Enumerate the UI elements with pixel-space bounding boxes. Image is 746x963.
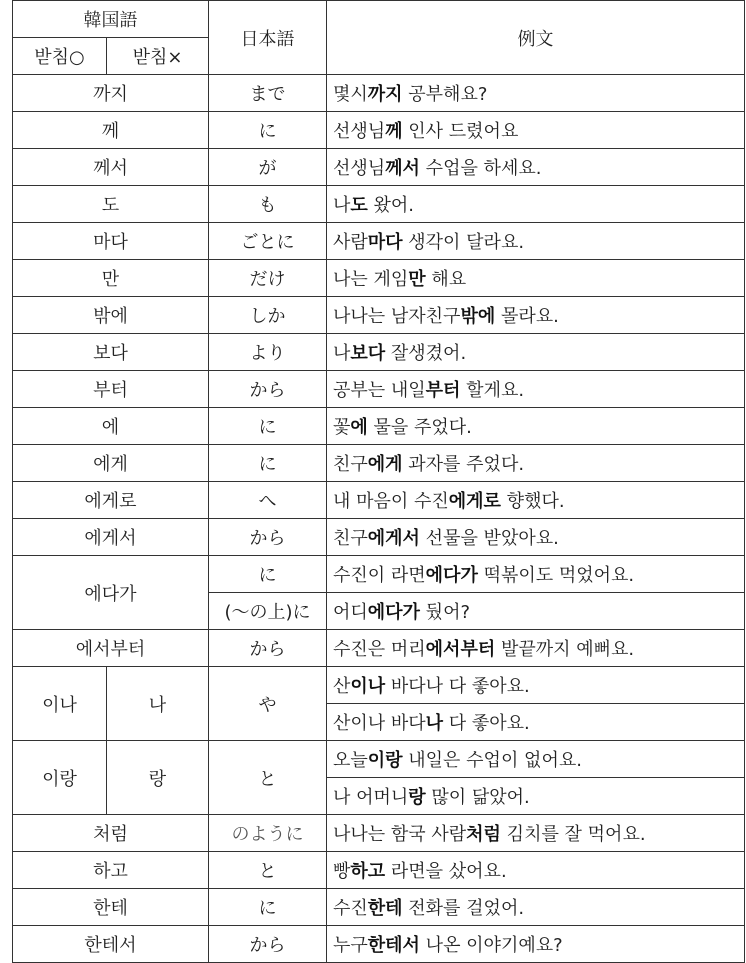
example-text: 해요	[425, 269, 467, 290]
example-text: 몇시	[333, 84, 368, 105]
korean-particle: 께	[13, 112, 209, 149]
header-row-1	[13, 1, 745, 38]
korean-batchim-no: 랑	[107, 741, 209, 815]
particle-table	[12, 0, 745, 963]
korean-particle: 하고	[13, 852, 209, 889]
highlighted-particle: 한테	[367, 898, 403, 919]
korean-particle: 까지	[13, 75, 209, 112]
example-text: 생각이 달라요.	[402, 232, 525, 253]
example-text: 수진이 라면	[333, 565, 426, 586]
table-row	[13, 75, 745, 112]
korean-particle: 한테서	[13, 926, 209, 963]
example-text: 할게요.	[460, 380, 525, 401]
example-sentence	[327, 667, 745, 704]
example-text: 내일은 수업이 없어요.	[402, 750, 582, 771]
example-text: 내 마음이 수진	[333, 491, 449, 512]
table-row	[13, 815, 745, 852]
example-sentence	[327, 556, 745, 593]
example-text: 잘생겼어.	[385, 343, 467, 364]
japanese-meaning: ごとに	[209, 223, 327, 260]
korean-particle: 에다가	[13, 556, 209, 630]
example-text: 어디	[333, 602, 368, 623]
korean-batchim-yes: 이나	[13, 667, 107, 741]
korean-particle: 에게서	[13, 519, 209, 556]
highlighted-particle: 하고	[350, 861, 386, 882]
table-row	[13, 926, 745, 963]
example-text: 라면을 샀어요.	[385, 861, 507, 882]
example-text: 나나는 남자친구	[333, 306, 461, 327]
example-text: 빵	[333, 861, 351, 882]
korean-particle: 마다	[13, 223, 209, 260]
japanese-meaning: より	[209, 334, 327, 371]
header-batchim-yes: 받침○	[13, 38, 107, 75]
korean-particle: 에게	[13, 445, 209, 482]
japanese-meaning: (～の上)に	[209, 593, 327, 630]
highlighted-particle: 처럼	[466, 824, 501, 845]
example-text: 산이나 바다	[333, 713, 426, 734]
example-text: 친구	[333, 528, 368, 549]
example-sentence	[327, 371, 745, 408]
highlighted-particle: 에게	[367, 454, 403, 475]
example-sentence	[327, 408, 745, 445]
table-row	[13, 852, 745, 889]
table-row	[13, 889, 745, 926]
example-text: 꽃	[333, 417, 351, 438]
example-text: 김치를 잘 먹어요.	[500, 824, 646, 845]
table-row	[13, 519, 745, 556]
example-sentence	[327, 482, 745, 519]
example-sentence	[327, 112, 745, 149]
example-text: 수업을 하세요.	[419, 158, 542, 179]
korean-batchim-no: 나	[107, 667, 209, 741]
japanese-meaning: しか	[209, 297, 327, 334]
highlighted-particle: 께	[385, 121, 403, 142]
example-sentence	[327, 926, 745, 963]
example-sentence	[327, 741, 745, 778]
highlighted-particle: 에서부터	[425, 639, 496, 660]
japanese-meaning: に	[209, 556, 327, 593]
table-row	[13, 186, 745, 223]
japanese-meaning: だけ	[209, 260, 327, 297]
table-row	[13, 260, 745, 297]
japanese-meaning: から	[209, 630, 327, 667]
example-text: 사람	[333, 232, 368, 253]
example-sentence	[327, 186, 745, 223]
highlighted-particle: 랑	[408, 787, 426, 808]
table-row	[13, 112, 745, 149]
korean-particle: 도	[13, 186, 209, 223]
korean-particle: 에서부터	[13, 630, 209, 667]
example-sentence	[327, 889, 745, 926]
highlighted-particle: 이랑	[367, 750, 403, 771]
example-text: 전화를 걸었어.	[402, 898, 525, 919]
highlighted-particle: 마다	[367, 232, 403, 253]
example-text: 공부해요?	[402, 84, 488, 105]
header-korean: 韓国語	[13, 1, 209, 38]
table-row	[13, 445, 745, 482]
japanese-meaning: まで	[209, 75, 327, 112]
japanese-meaning: から	[209, 519, 327, 556]
example-text: 몰라요.	[495, 306, 559, 327]
example-sentence	[327, 519, 745, 556]
japanese-meaning: に	[209, 112, 327, 149]
highlighted-particle: 에다가	[425, 565, 478, 586]
highlighted-particle: 도	[350, 195, 368, 216]
header-batchim-no: 받침×	[107, 38, 209, 75]
example-sentence	[327, 704, 745, 741]
japanese-meaning: に	[209, 408, 327, 445]
example-sentence	[327, 815, 745, 852]
korean-particle: 께서	[13, 149, 209, 186]
example-text: 향했다.	[500, 491, 565, 512]
highlighted-particle: 나	[425, 713, 444, 734]
japanese-meaning: と	[209, 741, 327, 815]
japanese-meaning: から	[209, 371, 327, 408]
table-row	[13, 297, 745, 334]
table-row	[13, 556, 745, 593]
example-sentence	[327, 445, 745, 482]
example-sentence	[327, 778, 745, 815]
example-text: 나나는 함국 사람	[333, 824, 467, 845]
table-row	[13, 371, 745, 408]
example-text: 나는 게임	[333, 269, 409, 290]
highlighted-particle: 에게로	[448, 491, 501, 512]
table-row	[13, 408, 745, 445]
table-row	[13, 149, 745, 186]
example-sentence	[327, 297, 745, 334]
japanese-meaning: が	[209, 149, 327, 186]
highlighted-particle: 까지	[367, 84, 403, 105]
example-text: 발끝까지 예뻐요.	[495, 639, 635, 660]
example-text: 수진은 머리	[333, 639, 426, 660]
example-text: 산	[333, 676, 351, 697]
highlighted-particle: 만	[408, 269, 426, 290]
highlighted-particle: 이나	[350, 676, 386, 697]
example-text: 나	[333, 195, 351, 216]
example-sentence	[327, 260, 745, 297]
japanese-meaning: のように	[209, 815, 327, 852]
example-text: 다 좋아요.	[443, 713, 530, 734]
table-row	[13, 482, 745, 519]
example-text: 나온 이야기예요?	[419, 935, 563, 956]
korean-batchim-yes: 이랑	[13, 741, 107, 815]
example-text: 선생님	[333, 121, 386, 142]
example-text: 나 어머니	[333, 787, 409, 808]
korean-particle: 처럼	[13, 815, 209, 852]
korean-particle: 밖에	[13, 297, 209, 334]
table-row	[13, 334, 745, 371]
example-sentence	[327, 223, 745, 260]
example-sentence	[327, 593, 745, 630]
korean-particle: 만	[13, 260, 209, 297]
korean-particle: 한테	[13, 889, 209, 926]
korean-particle: 부터	[13, 371, 209, 408]
japanese-meaning: と	[209, 852, 327, 889]
example-text: 선생님	[333, 158, 386, 179]
highlighted-particle: 께서	[385, 158, 420, 179]
example-text: 뒀어?	[419, 602, 471, 623]
korean-particle: 보다	[13, 334, 209, 371]
example-text: 공부는 내일	[333, 380, 426, 401]
japanese-meaning: へ	[209, 482, 327, 519]
highlighted-particle: 에	[350, 417, 368, 438]
example-text: 떡볶이도 먹었어요.	[477, 565, 635, 586]
table-row	[13, 667, 745, 704]
header-japanese: 日本語	[209, 1, 327, 75]
header-example: 例文	[327, 1, 745, 75]
highlighted-particle: 한테서	[367, 935, 420, 956]
example-text: 선물을 받았아요.	[419, 528, 559, 549]
highlighted-particle: 에다가	[367, 602, 420, 623]
example-text: 친구	[333, 454, 368, 475]
table-row	[13, 630, 745, 667]
korean-particle: 에	[13, 408, 209, 445]
example-sentence	[327, 334, 745, 371]
example-text: 수진	[333, 898, 368, 919]
example-text: 바다나 다 좋아요.	[385, 676, 530, 697]
table-row	[13, 741, 745, 778]
highlighted-particle: 에게서	[367, 528, 420, 549]
example-text: 오늘	[333, 750, 368, 771]
example-sentence	[327, 852, 745, 889]
table-row	[13, 223, 745, 260]
japanese-meaning: に	[209, 889, 327, 926]
example-text: 물을 주었다.	[367, 417, 472, 438]
highlighted-particle: 보다	[350, 343, 386, 364]
japanese-meaning: や	[209, 667, 327, 741]
example-text: 인사 드렸어요	[402, 121, 519, 142]
example-text: 왔어.	[367, 195, 415, 216]
example-sentence	[327, 630, 745, 667]
example-text: 나	[333, 343, 351, 364]
highlighted-particle: 밖에	[460, 306, 496, 327]
example-text: 많이 닮았어.	[425, 787, 530, 808]
japanese-meaning: に	[209, 445, 327, 482]
example-text: 누구	[333, 935, 368, 956]
korean-particle: 에게로	[13, 482, 209, 519]
highlighted-particle: 부터	[425, 380, 461, 401]
japanese-meaning: も	[209, 186, 327, 223]
example-sentence	[327, 149, 745, 186]
japanese-meaning: から	[209, 926, 327, 963]
example-sentence	[327, 75, 745, 112]
example-text: 과자를 주었다.	[402, 454, 525, 475]
